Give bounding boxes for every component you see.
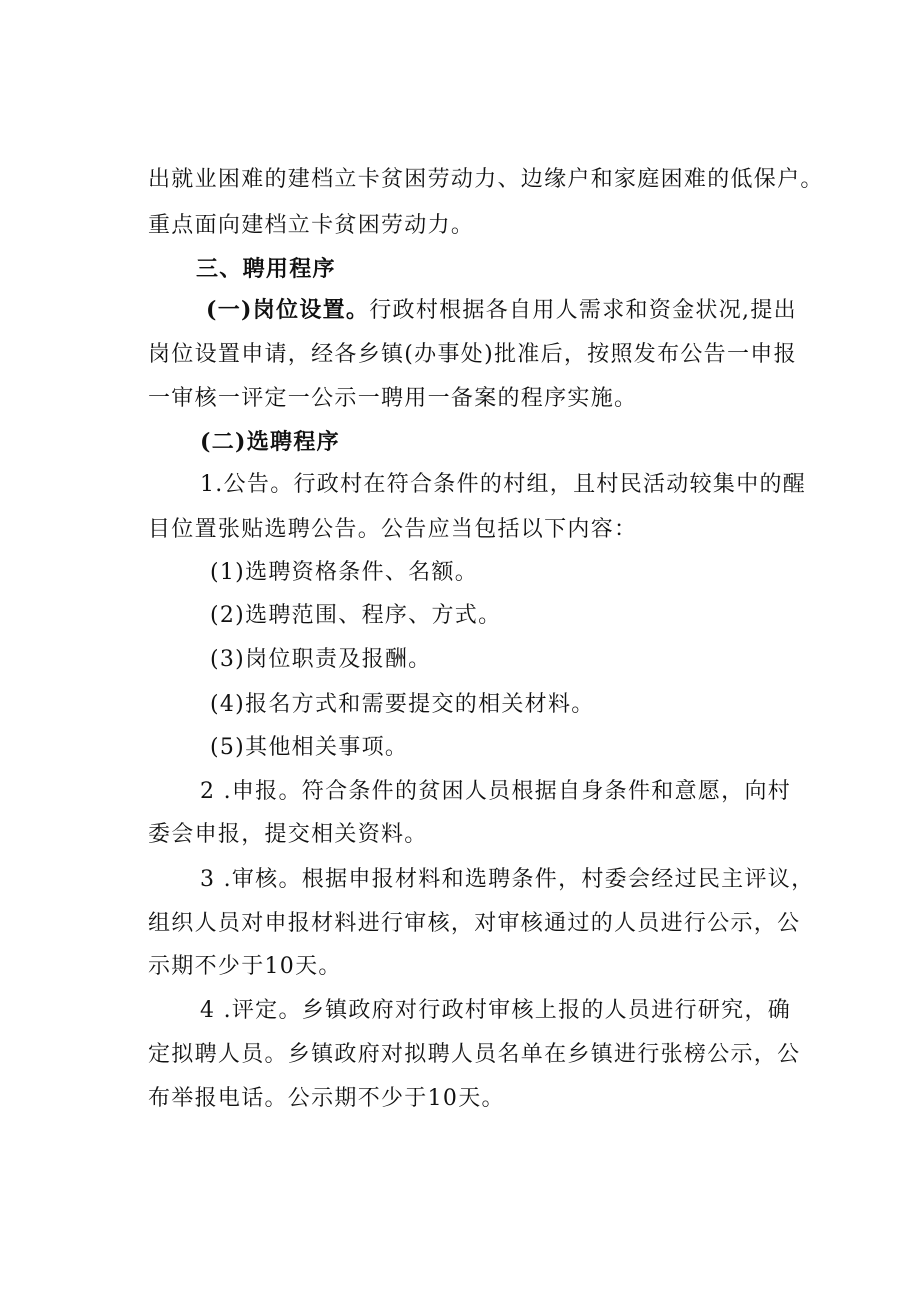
list-item: (2)选聘范围、程序、方式。 <box>210 603 502 628</box>
paragraph-line: 示期不少于10天。 <box>148 954 342 979</box>
paragraph-text: 行政村根据各自用人需求和资金状况,提出 <box>369 298 797 323</box>
section-heading: 三、聘用程序 <box>196 256 336 282</box>
paragraph-line: 出就业困难的建档立卡贫困劳动力、边缘户和家庭困难的低保户。 <box>148 167 824 192</box>
subsection-heading: (二)选聘程序 <box>200 429 340 455</box>
list-item: (3)岗位职责及报酬。 <box>210 647 432 672</box>
paragraph-line: 重点面向建档立卡贫困劳动力。 <box>148 213 475 238</box>
paragraph-line: 一审核一评定一公示一聘用一备案的程序实施。 <box>148 386 638 411</box>
paragraph-line <box>206 295 797 326</box>
paragraph-line: 委会申报，提交相关资料。 <box>148 822 428 847</box>
list-item: (1)选聘资格条件、名额。 <box>210 560 479 585</box>
paragraph-line: 组织人员对申报材料进行审核，对审核通过的人员进行公示，公 <box>148 911 801 936</box>
paragraph-line: 4 .评定。乡镇政府对行政村审核上报的人员进行研究，确 <box>200 998 792 1023</box>
list-item: (5)其他相关事项。 <box>210 735 409 760</box>
paragraph-line: 布举报电话。公示期不少于10天。 <box>148 1086 505 1111</box>
paragraph-line: 2 .申报。符合条件的贫困人员根据自身条件和意愿，向村 <box>200 779 792 804</box>
paragraph-line: 3 .审核。根据申报材料和选聘条件，村委会经过民主评议， <box>200 867 815 892</box>
paragraph-line: 岗位设置申请，经各乡镇(办事处)批准后，按照发布公告一申报 <box>148 342 797 367</box>
paragraph-line: 定拟聘人员。乡镇政府对拟聘人员名单在乡镇进行张榜公示，公 <box>148 1042 801 1067</box>
paragraph-line: 1.公告。行政村在符合条件的村组，且村民活动较集中的醒 <box>200 472 807 497</box>
subsection-heading: (一)岗位设置。 <box>206 297 370 323</box>
list-item: (4)报名方式和需要提交的相关材料。 <box>210 692 595 717</box>
paragraph-line: 目位置张贴选聘公告。公告应当包括以下内容： <box>148 517 638 542</box>
